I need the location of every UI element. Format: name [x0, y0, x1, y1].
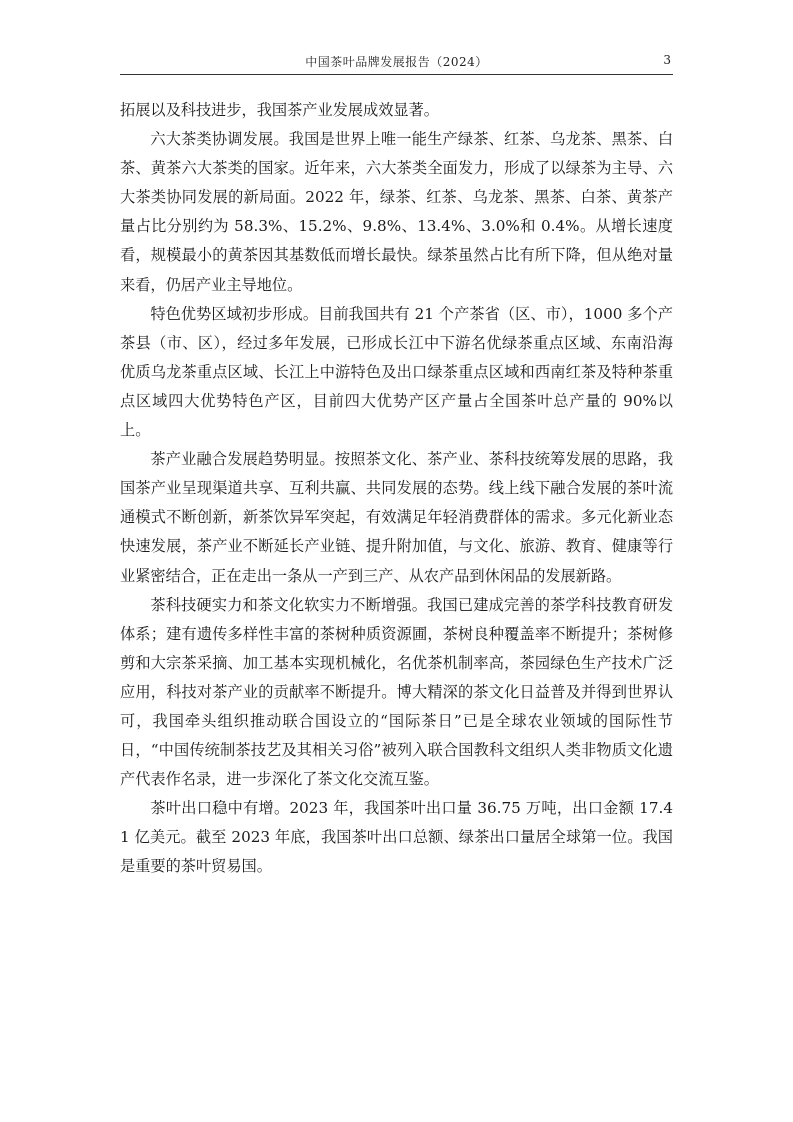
paragraph-tea-export: 茶叶出口稳中有增。2023 年，我国茶叶出口量 36.75 万吨，出口金额 17.41 亿美元。截至 2023 年底，我国茶叶出口总额、绿茶出口量居全球第一位。我国是重要的茶叶贸易国。 — [120, 799, 673, 876]
paragraph-science-culture: 茶科技硬实力和茶文化软实力不断增强。我国已建成完善的茶学科技教育研发体系；建有遗传多样性丰富的茶树种质资源圃，茶树良种覆盖率不断提升；茶树修剪和大宗茶采摘、加工基本实现机械化，名优茶机制率高，茶园绿色生产技术广泛应用，科技对茶产业的贡献率不断提升。博大精深的茶文化日益普及并得到世界认可，我国牵头组织推动联合国设立的“国际茶日”已是全球农业领域的国际性节日，“中国传统制茶技艺及其相关习俗”被列入联合国教科文组织人类非物质文化遗产代表作名录，进一步深化了茶文化交流互鉴。 — [120, 595, 673, 789]
paragraph-regional-advantage: 特色优势区域初步形成。目前我国共有 21 个产茶省（区、市），1000 多个产茶县（市、区），经过多年发展，已形成长江中下游名优绿茶重点区域、东南沿海优质乌龙茶重点区域、长江上中游特色及出口绿茶重点区域和西南红茶及特种茶重点区域四大优势特色产区，目前四大优势产区产量占全国茶叶总产量的 90%以上。 — [120, 304, 673, 440]
page-number: 3 — [663, 53, 671, 67]
paragraph-continuation: 拓展以及科技进步，我国茶产业发展成效显著。 — [120, 101, 439, 119]
paragraph-tea-categories: 六大茶类协调发展。我国是世界上唯一能生产绿茶、红茶、乌龙茶、黑茶、白茶、黄茶六大茶类的国家。近年来，六大茶类全面发力，形成了以绿茶为主导、六大茶类协同发展的新局面。2022 年，绿茶、红茶、乌龙茶、黑茶、白茶、黄茶产量占比分别约为 58.3%、15.2%、9.8%、13.4%、3.0%和 0.4%。从增长速度看，规模最小的黄茶因其基数低而增长最快。绿茶虽然占比有所下降，但从绝对量来看，仍居产业主导地位。 — [120, 130, 673, 294]
running-header-title: 中国茶叶品牌发展报告（2024） — [305, 55, 488, 69]
page-header — [120, 50, 673, 75]
paragraph-industry-integration: 茶产业融合发展趋势明显。按照茶文化、茶产业、茶科技统筹发展的思路，我国茶产业呈现渠道共享、互利共赢、共同发展的态势。线上线下融合发展的茶叶流通模式不断创新，新茶饮异军突起，有效满足年轻消费群体的需求。多元化新业态快速发展，茶产业不断延长产业链、提升附加值，与文化、旅游、教育、健康等行业紧密结合，正在走出一条从一产到三产、从农产品到休闲品的发展新路。 — [120, 450, 673, 585]
body-text — [120, 96, 673, 882]
